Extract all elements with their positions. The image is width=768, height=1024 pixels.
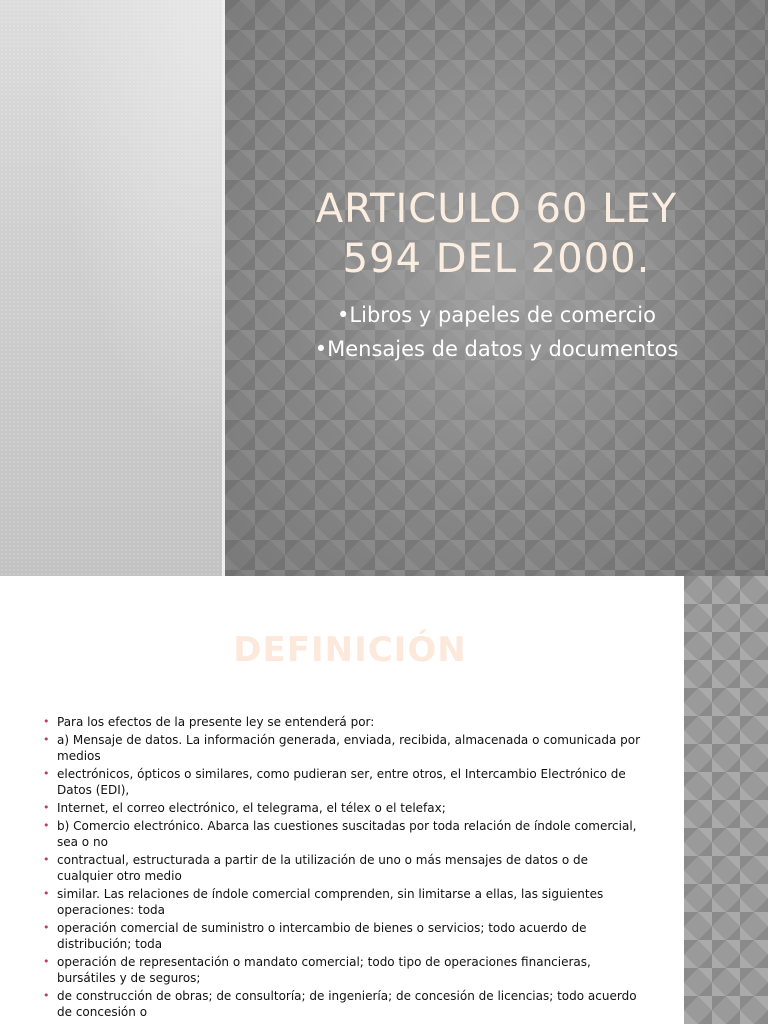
bullet-icon: • [43,989,50,1002]
list-item [40,800,646,816]
bullet-icon: • [43,819,50,832]
list-item-text: electrónicos, ópticos o similares, como pudieran ser, entre otros, el Intercambio Electrónico de Datos (EDI), [57,767,626,797]
list-item-text: operación comercial de suministro o intercambio de bienes o servicios; todo acuerdo de distribución; toda [57,921,587,951]
slide-1-title [225,184,768,284]
list-item [40,954,646,986]
slide-1-subtitle: •Libros y papeles de comercio [337,303,656,327]
list-item [40,920,646,952]
bullet-icon: • [43,921,50,934]
bullet-icon: • [43,801,50,814]
bullet-icon: • [43,887,50,900]
list-item [40,714,646,730]
slide-2 [0,576,768,1024]
list-item [40,766,646,798]
slide-1-title-line-2: 594 DEL 2000. [342,236,651,282]
list-item-text: operación de representación o mandato comercial; todo tipo de operaciones financieras, bursátiles y de seguros; [57,955,591,985]
list-item-text: contractual, estructurada a partir de la utilización de uno o más mensajes de datos o de cualquier otro medio [57,853,589,883]
list-item [40,732,646,764]
list-item [40,988,646,1020]
slide-1-title-line-1: ARTICULO 60 LEY [315,186,678,232]
list-item-text: Para los efectos de la presente ley se entenderá por: [57,715,375,729]
slide-1-subtitle: •Mensajes de datos y documentos [314,337,679,361]
list-item-text: a) Mensaje de datos. La información generada, enviada, recibida, almacenada o comunicada por medios [57,733,641,763]
bullet-icon: • [43,767,50,780]
list-item [40,886,646,918]
bullet-icon: • [43,853,50,866]
list-item [40,852,646,884]
slide-1-subtitle-list [225,298,768,366]
slide-1-right-panel [225,0,768,576]
list-item [40,818,646,850]
list-item-text: similar. Las relaciones de índole comercial comprenden, sin limitarse a ellas, las siguientes operaciones: toda [57,887,604,917]
slide-2-bullet-list [40,714,646,1022]
list-item-text: b) Comercio electrónico. Abarca las cuestiones suscitadas por toda relación de índole comercial, sea o no [57,819,637,849]
list-item-text: de construcción de obras; de consultoría; de ingeniería; de concesión de licencias; todo acuerdo de concesión o [57,989,637,1019]
bullet-icon: • [43,955,50,968]
list-item-text: Internet, el correo electrónico, el telegrama, el télex o el telefax; [57,801,446,815]
slide-2-title: DEFINICIÓN [233,630,467,670]
slide-1-dot-texture [0,0,222,576]
bullet-icon: • [43,715,50,728]
bullet-icon: • [43,733,50,746]
